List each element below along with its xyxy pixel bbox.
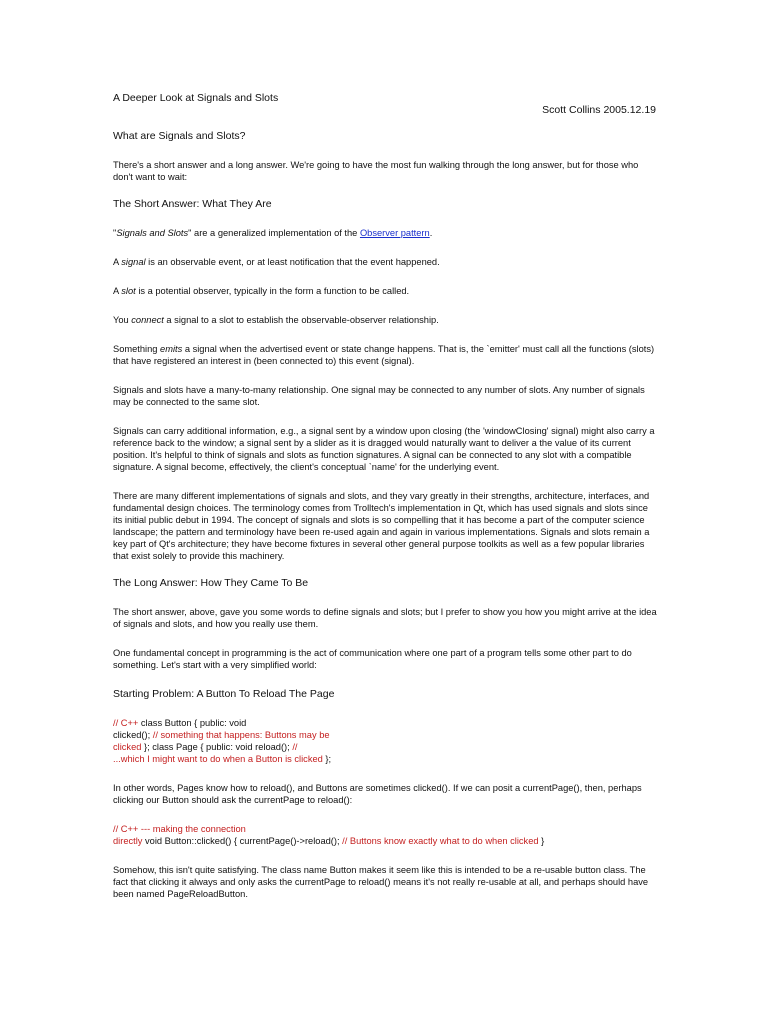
term-slot: slot bbox=[121, 286, 136, 296]
definition-end: . bbox=[429, 228, 433, 238]
paragraph-intro: There's a short answer and a long answer. We're going to have the most fun walking through the long answer, but for those who don't want to wait: bbox=[113, 160, 639, 182]
definition-text: " are a generalized implementation of the bbox=[188, 228, 360, 238]
quote-mark: " bbox=[113, 228, 117, 238]
connect-pre: You bbox=[113, 315, 132, 325]
paragraph-implementations: There are many different implementations of signals and slots, and they vary greatly in their strengths, architecture, interfaces, and fundamental design choices. The terminology comes from Trolltech's implementation in Qt, which has used signals and slots since its initial public debut in 1994. The concept of signals and slots is so compelling that it has become a part of the computer science landscape; the pattern and terminology have been re-used again and again in various implementations. Signals and slots remain a key part of Qt's architecture; they have become fixtures in several other general purpose toolkits as well as a few popular libraries that exist solely to provide this machinery. bbox=[113, 491, 650, 561]
paragraph-other-words: In other words, Pages know how to reload(), and Buttons are sometimes clicked(). If we can posit a currentPage(), then, perhaps clicking our Button should ask the currentPage to reload(): bbox=[113, 783, 642, 805]
heading-long-answer: The Long Answer: How They Came To Be bbox=[113, 577, 309, 589]
code-comment: // something that happens: Buttons may be bbox=[152, 730, 330, 740]
emits-pre: Something bbox=[113, 344, 161, 354]
code-text: } bbox=[538, 836, 545, 846]
slot-post: is a potential observer, typically in the form a function to be called. bbox=[135, 286, 410, 296]
paragraph-long-2: One fundamental concept in programming is the act of communication where one part of a program tells some other part to do something. Let's start with a very simplified world: bbox=[113, 648, 632, 670]
paragraph-emits bbox=[113, 343, 658, 367]
code-text: void Button::clicked() { currentPage()->reload(); bbox=[142, 836, 343, 846]
paragraph-slot bbox=[113, 285, 658, 297]
heading-short-answer: The Short Answer: What They Are bbox=[113, 198, 272, 210]
paragraph-long-1: The short answer, above, gave you some words to define signals and slots; but I prefer to show you how you might arrive at the idea of signals and slots, and how you really use them. bbox=[113, 607, 657, 629]
code-comment: // C++ bbox=[113, 718, 139, 728]
paragraph-final: Somehow, this isn't quite satisfying. The class name Button makes it seem like this is intended to be a re-usable button class. The fact that clicking it always and only asks the currentPage to reload() means it's not really re-usable at all, and perhaps should have been named PageReloadButton. bbox=[113, 865, 649, 899]
code-text: }; bbox=[322, 754, 332, 764]
paragraph-many-to-many: Signals and slots have a many-to-many relationship. One signal may be connected to any number of slots. Any number of signals may be connected to the same slot. bbox=[113, 385, 645, 407]
heading-starting-problem: Starting Problem: A Button To Reload The Page bbox=[113, 688, 335, 700]
term-emits: emits bbox=[160, 344, 183, 354]
document-header bbox=[113, 92, 658, 118]
code-comment: ...which I might want to do when a Button is clicked bbox=[113, 754, 323, 764]
code-comment: // C++ --- making the connection bbox=[113, 824, 246, 834]
observer-pattern-link[interactable]: Observer pattern bbox=[359, 228, 430, 238]
code-text: clicked(); bbox=[113, 730, 153, 740]
document-body bbox=[113, 92, 658, 900]
author-date: Scott Collins 2005.12.19 bbox=[542, 104, 656, 116]
document-title: A Deeper Look at Signals and Slots bbox=[113, 92, 279, 104]
code-comment: // bbox=[292, 742, 298, 752]
paragraph-additional-info: Signals can carry additional information, e.g., a signal sent by a window upon closing (the 'windowClosing' signal) might also carry a reference back to the window; a signal sent by a slider as it is dragged would naturally want to deliver a the value of its current position. It's helpful to think of signals and slots as function signatures. A signal can be connected to any slot with a compatible signature. A signal become, effectively, the client's conceptual `name' for the underlying event. bbox=[113, 426, 655, 472]
term-connect: connect bbox=[131, 315, 164, 325]
code-comment: directly bbox=[113, 836, 143, 846]
emits-post: a signal when the advertised event or state change happens. That is, the `emitter' must call all the functions (slots) that have registered an interest in (been connected to) this event (signal). bbox=[113, 344, 655, 366]
signal-pre: A bbox=[113, 257, 122, 267]
slot-pre: A bbox=[113, 286, 122, 296]
code-text: class Button { public: void bbox=[138, 718, 247, 728]
paragraph-signal bbox=[113, 256, 658, 268]
code-comment: // Buttons know exactly what to do when clicked bbox=[342, 836, 539, 846]
heading-what-are: What are Signals and Slots? bbox=[113, 130, 246, 142]
code-text: }; class Page { public: void reload(); bbox=[141, 742, 293, 752]
paragraph-connect bbox=[113, 314, 658, 326]
code-block-2 bbox=[113, 823, 658, 847]
signal-post: is an observable event, or at least notification that the event happened. bbox=[145, 257, 440, 267]
connect-post: a signal to a slot to establish the observable-observer relationship. bbox=[163, 315, 439, 325]
code-block-1 bbox=[113, 717, 658, 765]
code-comment: clicked bbox=[113, 742, 142, 752]
term-signal: signal bbox=[121, 257, 146, 267]
paragraph-definition bbox=[113, 227, 658, 239]
term-signals-and-slots: Signals and Slots bbox=[116, 228, 189, 238]
